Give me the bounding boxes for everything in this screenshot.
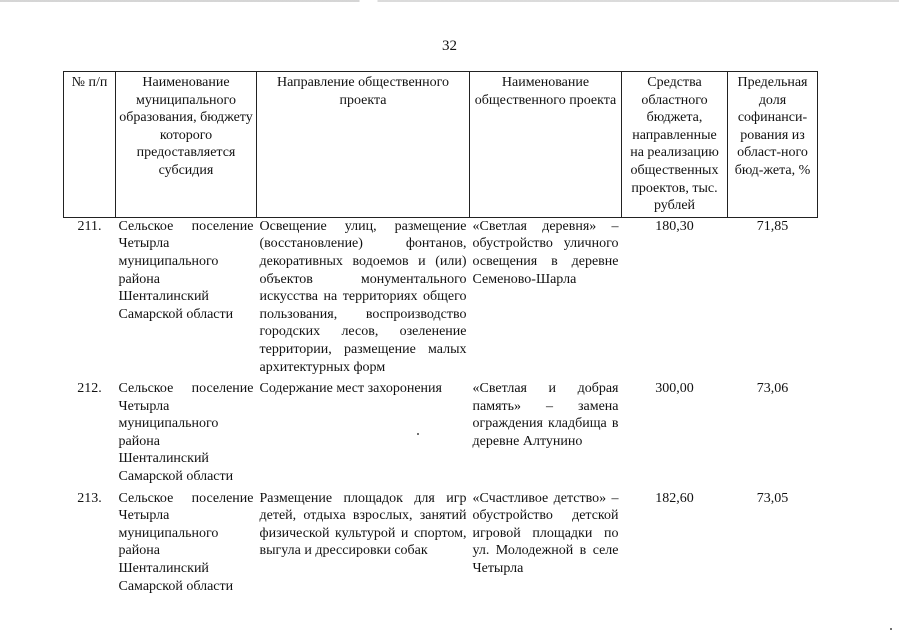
header-number: № п/п xyxy=(64,72,116,218)
scan-speck xyxy=(890,628,892,630)
row-project: «Светлая и добрая память» – замена ограждения кладбища в деревне Алтунино xyxy=(472,381,619,449)
row-funds: 180,30 xyxy=(655,218,694,234)
row-project: «Счастливое детство» – обустройство детской игровой площадки по ул. Молодежной в селе Четырла xyxy=(472,490,619,577)
header-funds: Средства областного бюджета, направленные на реализацию общественных проектов, тыс. рублей xyxy=(622,72,728,218)
row-direction: Размещение площадок для игр детей, отдыха взрослых, занятий физической культурой и спортом, выгула и дрессировки собак xyxy=(259,490,467,559)
header-direction: Направление общественного проекта xyxy=(257,72,470,218)
header-project: Наименование общественного проекта xyxy=(470,72,622,218)
row-project: «Светлая деревня» – обустройство уличного освещения в деревне Семеново-Шарла xyxy=(472,218,619,287)
header-share: Предельная доля софинанси-рования из област-ного бюд-жета, % xyxy=(728,72,818,218)
subsidy-table xyxy=(63,71,818,599)
row-number: 213. xyxy=(77,490,102,506)
row-funds: 182,60 xyxy=(655,490,694,506)
scan-edge xyxy=(0,0,899,2)
row-municipality: Сельское поселение Четырла муниципального района Шенталинский Самарской области xyxy=(118,218,254,322)
row-number: 211. xyxy=(77,218,102,234)
table-header-row xyxy=(64,72,818,218)
header-municipality: Наименование муниципального образования, бюджету которого предоставляется субсидия xyxy=(116,72,257,218)
row-municipality: Сельское поселение Четырла муниципального района Шенталинский Самарской области xyxy=(118,490,254,594)
row-share: 73,06 xyxy=(756,381,789,397)
table-row xyxy=(64,380,818,490)
row-municipality: Сельское поселение Четырла муниципального района Шенталинский Самарской области xyxy=(118,381,254,485)
page-number: 32 xyxy=(442,38,457,54)
row-share: 73,05 xyxy=(756,490,789,506)
row-direction: Содержание мест захоронения xyxy=(259,381,442,397)
row-number: 212. xyxy=(77,381,102,397)
row-share: 71,85 xyxy=(756,218,789,234)
row-funds: 300,00 xyxy=(655,381,694,397)
table-row xyxy=(64,490,818,600)
row-direction: Освещение улиц, размещение (восстановление) фонтанов, декоративных водоемов и (или) объектов монументального искусства на территориях общего пользования, воспроизводство городских лесов, озеленение территории, размещение малых архитектурных форм xyxy=(259,218,467,375)
table-row xyxy=(64,217,818,380)
scan-speck xyxy=(417,433,419,435)
